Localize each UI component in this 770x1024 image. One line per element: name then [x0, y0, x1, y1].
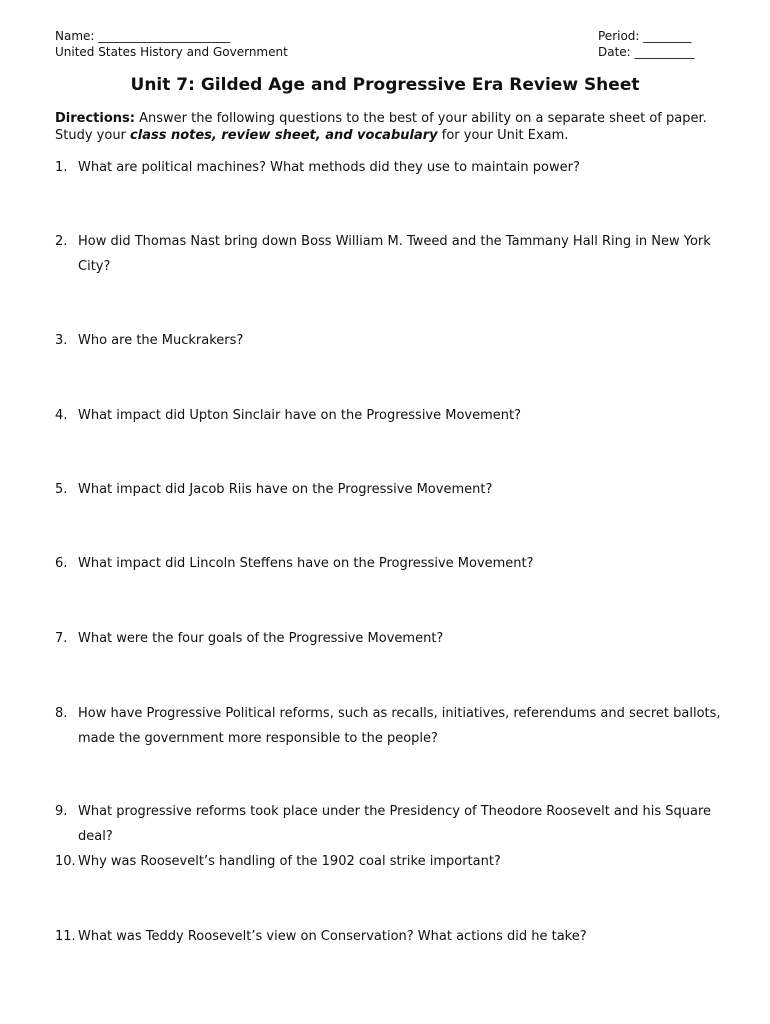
header-left: [55, 28, 288, 60]
directions-emphasis: class notes, review sheet, and vocabulary: [130, 128, 438, 143]
directions-text-1: Answer the following questions to the best of your ability on a separate sheet of paper. Study your: [55, 111, 707, 143]
directions-paragraph: [55, 110, 715, 144]
question-text: What impact did Lincoln Steffens have on the Progressive Movement?: [78, 556, 534, 571]
question-text: What impact did Upton Sinclair have on the Progressive Movement?: [78, 408, 522, 423]
question-number: 9.: [55, 804, 68, 819]
directions-label: Directions:: [55, 111, 135, 126]
question-text: What are political machines? What methods did they use to maintain power?: [78, 160, 580, 175]
question-number: 7.: [55, 631, 68, 646]
question-text: Who are the Muckrakers?: [78, 333, 244, 348]
question-item: [55, 328, 735, 353]
question-item: [55, 924, 735, 949]
question-item: [55, 477, 735, 502]
question-text: Why was Roosevelt’s handling of the 1902 coal strike important?: [78, 854, 501, 869]
question-text: How did Thomas Nast bring down Boss William M. Tweed and the Tammany Hall Ring in New York City?: [78, 234, 711, 274]
question-text: How have Progressive Political reforms, such as recalls, initiatives, referendums and secret ballots, made the government more responsible to the people?: [78, 706, 721, 746]
question-number: 10.: [55, 854, 76, 869]
question-item: [55, 799, 735, 849]
question-text: What was Teddy Roosevelt’s view on Conservation? What actions did he take?: [78, 929, 587, 944]
question-number: 6.: [55, 556, 68, 571]
question-number: 1.: [55, 160, 68, 175]
page-title: Unit 7: Gilded Age and Progressive Era Review Sheet: [130, 75, 640, 95]
period-field-label: Period: ________: [598, 29, 692, 43]
question-item: [55, 551, 735, 576]
question-number: 3.: [55, 333, 68, 348]
question-text: What were the four goals of the Progressive Movement?: [78, 631, 444, 646]
question-text: What impact did Jacob Riis have on the Progressive Movement?: [78, 482, 493, 497]
course-name: United States History and Government: [55, 45, 288, 59]
question-text: What progressive reforms took place under the Presidency of Theodore Roosevelt and his Square deal?: [78, 804, 712, 844]
date-field-label: Date: __________: [598, 45, 695, 59]
directions-text-2: for your Unit Exam.: [437, 128, 569, 143]
header-right: [598, 28, 695, 60]
question-item: [55, 849, 735, 874]
question-item: [55, 403, 735, 428]
question-item: [55, 229, 735, 279]
question-number: 11.: [55, 929, 76, 944]
question-number: 4.: [55, 408, 68, 423]
question-item: [55, 701, 735, 751]
name-field-label: Name: ______________________: [55, 29, 231, 43]
question-item: [55, 155, 735, 180]
question-number: 8.: [55, 706, 68, 721]
question-number: 2.: [55, 234, 68, 249]
question-item: [55, 626, 735, 651]
question-number: 5.: [55, 482, 68, 497]
